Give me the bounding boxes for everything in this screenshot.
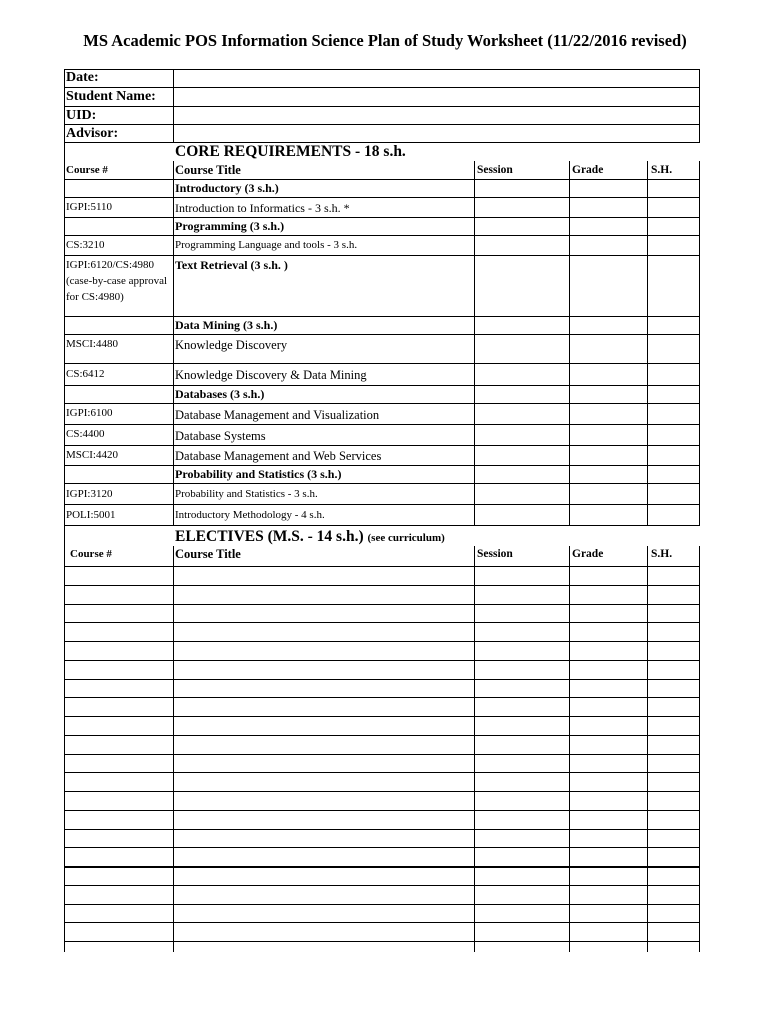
course-title: Programming Language and tools - 3 s.h.	[175, 239, 358, 251]
electives-col-title: Course Title	[175, 547, 241, 561]
date-field[interactable]	[173, 69, 700, 87]
course-row-igpi3120[interactable]	[64, 484, 700, 505]
uid-label: UID:	[66, 108, 97, 123]
course-num: MSCI:4480	[66, 338, 118, 350]
core-heading: CORE REQUIREMENTS - 18 s.h.	[175, 143, 406, 160]
elective-blank-row[interactable]	[64, 905, 700, 924]
course-title: Database Systems	[175, 429, 266, 443]
electives-col-course: Course #	[70, 548, 112, 560]
course-num: CS:4400	[66, 428, 105, 440]
core-session-divider	[474, 161, 475, 526]
group-text-retrieval-label: Text Retrieval (3 s.h. )	[175, 258, 288, 272]
elective-blank-row[interactable]	[64, 773, 700, 792]
core-heading-row	[64, 143, 700, 161]
group-prob-stats-label: Probability and Statistics (3 s.h.)	[175, 467, 342, 481]
course-row-igpi6120[interactable]	[64, 256, 700, 317]
group-databases	[64, 386, 700, 404]
left-border	[64, 69, 65, 952]
elective-blank-row[interactable]	[64, 792, 700, 811]
electives-grade-divider	[569, 546, 570, 952]
core-column-header	[64, 161, 700, 180]
course-row-cs4400[interactable]	[64, 425, 700, 446]
header-right-border	[699, 69, 700, 143]
course-num: CS:6412	[66, 368, 105, 380]
elective-blank-row[interactable]	[64, 642, 700, 661]
course-title: Knowledge Discovery	[175, 338, 288, 352]
course-num: IGPI:3120	[66, 488, 113, 500]
elective-blank-row[interactable]	[64, 923, 700, 942]
advisor-field[interactable]	[173, 125, 700, 142]
electives-column-header	[64, 546, 700, 567]
uid-row	[64, 107, 700, 125]
elective-blank-row[interactable]	[64, 661, 700, 680]
course-row-cs6412[interactable]	[64, 364, 700, 386]
date-label: Date:	[66, 70, 99, 85]
elective-blank-row[interactable]	[64, 848, 700, 868]
elective-blank-row[interactable]	[64, 586, 700, 605]
core-sh-divider	[647, 161, 648, 526]
header-divider	[173, 69, 174, 143]
course-row-msci4420[interactable]	[64, 446, 700, 466]
course-num: IGPI:6120/CS:4980 (case-by-case approval for CS:4980)	[66, 259, 168, 303]
group-databases-label: Databases (3 s.h.)	[175, 387, 265, 401]
course-title: Introduction to Informatics - 3 s.h. *	[175, 201, 350, 215]
elective-blank-row[interactable]	[64, 830, 700, 849]
elective-blank-row[interactable]	[64, 736, 700, 755]
elective-blank-row[interactable]	[64, 867, 700, 886]
course-num: IGPI:5110	[66, 201, 113, 213]
student-name-row	[64, 88, 700, 107]
course-title: Probability and Statistics - 3 s.h.	[175, 488, 318, 500]
group-data-mining	[64, 317, 700, 335]
course-row-igpi6100[interactable]	[64, 404, 700, 425]
electives-session-divider	[474, 546, 475, 952]
electives-col-session: Session	[477, 548, 513, 560]
core-right-border	[699, 161, 700, 526]
core-col-session: Session	[477, 164, 513, 176]
elective-blank-row[interactable]	[64, 717, 700, 736]
core-grade-divider	[569, 161, 570, 526]
elective-blank-row[interactable]	[64, 811, 700, 830]
course-num: MSCI:4420	[66, 449, 118, 461]
electives-heading: ELECTIVES (M.S. - 14 s.h.) (see curriculum)	[175, 528, 445, 545]
uid-field[interactable]	[173, 107, 700, 124]
electives-col-sh: S.H.	[651, 548, 673, 560]
group-programming-label: Programming (3 s.h.)	[175, 219, 285, 233]
elective-blank-row[interactable]	[64, 755, 700, 774]
group-data-mining-label: Data Mining (3 s.h.)	[175, 318, 278, 332]
electives-right-border	[699, 546, 700, 952]
course-title: Introductory Methodology - 4 s.h.	[175, 509, 325, 521]
group-programming	[64, 218, 700, 236]
electives-heading-row	[64, 526, 700, 546]
student-name-field[interactable]	[173, 88, 700, 106]
course-num: IGPI:6100	[66, 407, 113, 419]
advisor-row	[64, 125, 700, 143]
elective-blank-row[interactable]	[64, 680, 700, 699]
elective-blank-row[interactable]	[64, 605, 700, 624]
course-num: POLI:5001	[66, 509, 116, 521]
elective-blank-row[interactable]	[64, 886, 700, 905]
group-prob-stats	[64, 466, 700, 484]
elective-blank-row[interactable]	[64, 623, 700, 642]
electives-title-divider	[173, 546, 174, 952]
course-row-poli5001[interactable]	[64, 505, 700, 526]
course-row-cs3210[interactable]	[64, 236, 700, 256]
document-title: MS Academic POS Information Science Plan of Study Worksheet (11/22/2016 revised)	[83, 31, 687, 50]
core-col-course: Course #	[66, 164, 108, 176]
core-col-sh: S.H.	[651, 164, 673, 176]
course-num: CS:3210	[66, 239, 105, 251]
worksheet-table	[64, 69, 700, 952]
course-row-igpi5110[interactable]	[64, 198, 700, 218]
elective-blank-row[interactable]	[64, 698, 700, 717]
group-introductory	[64, 180, 700, 198]
core-col-title: Course Title	[175, 163, 241, 177]
electives-col-grade: Grade	[572, 548, 604, 560]
course-title: Knowledge Discovery & Data Mining	[175, 368, 367, 382]
advisor-label: Advisor:	[66, 126, 119, 141]
student-name-label: Student Name:	[66, 89, 156, 104]
electives-heading-note: (see curriculum)	[367, 532, 445, 544]
group-introductory-label: Introductory (3 s.h.)	[175, 181, 279, 195]
electives-sh-divider	[647, 546, 648, 952]
core-col-grade: Grade	[572, 164, 604, 176]
date-row	[64, 69, 700, 88]
course-title: Database Management and Web Services	[175, 449, 382, 463]
course-row-msci4480[interactable]	[64, 335, 700, 364]
elective-blank-row[interactable]	[64, 567, 700, 586]
course-title: Database Management and Visualization	[175, 408, 380, 422]
core-title-divider	[173, 161, 174, 526]
